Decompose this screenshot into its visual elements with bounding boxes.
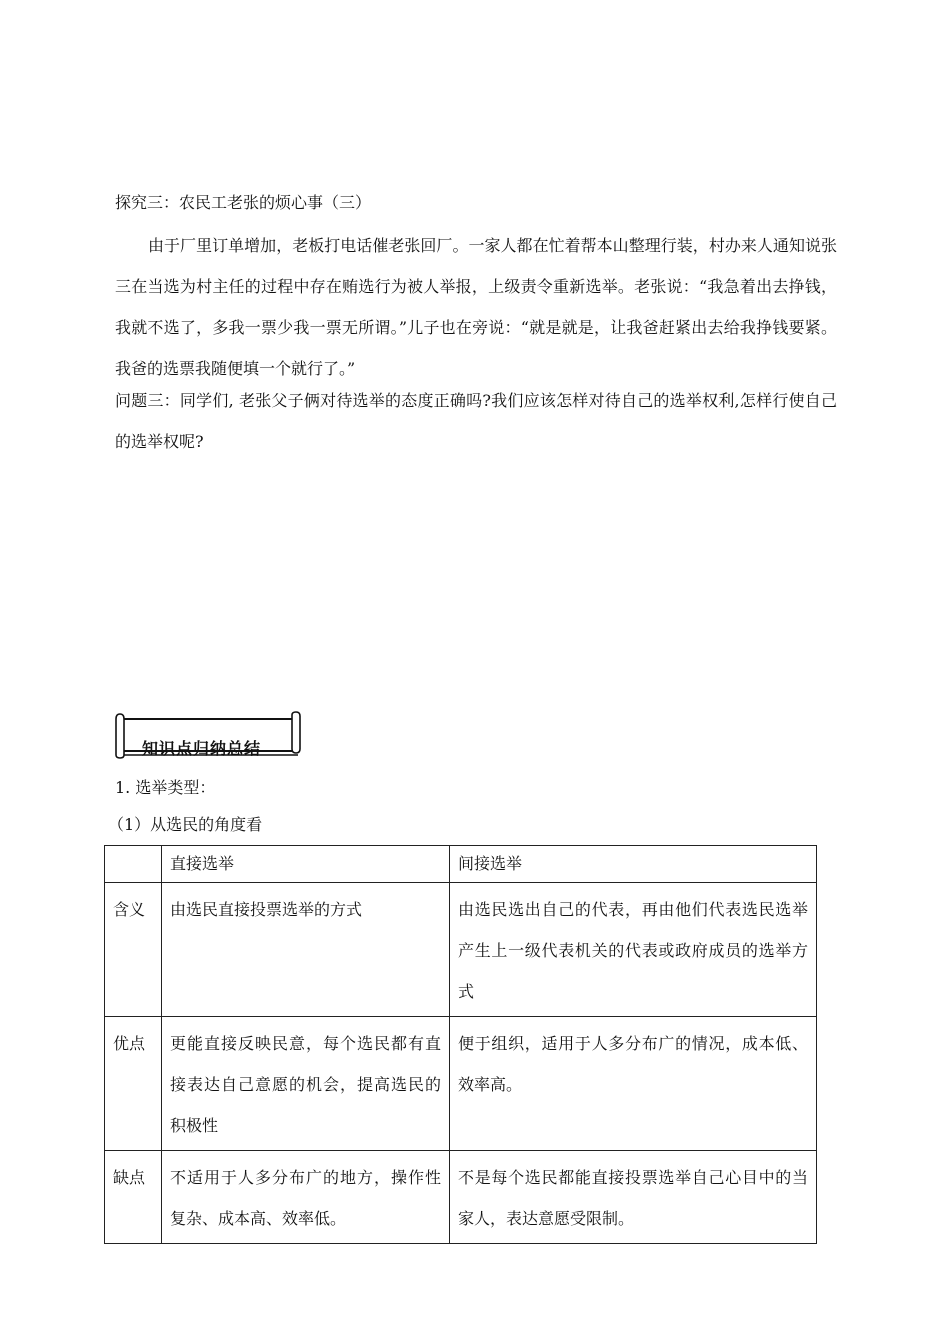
- summary-banner: [112, 711, 302, 759]
- row-label-advantages: 优点: [105, 1017, 162, 1151]
- table-cell: 由选民直接投票选举的方式: [162, 883, 450, 1017]
- election-comparison-table: [104, 845, 817, 1244]
- table-row: [105, 1017, 817, 1151]
- table-cell: 便于组织，适用于人多分布广的情况，成本低、效率高。: [450, 1017, 817, 1151]
- table-cell: 更能直接反映民意，每个选民都有直接表达自己意愿的机会，提高选民的积极性: [162, 1017, 450, 1151]
- table-header-cell: [105, 846, 162, 883]
- row-label-disadvantages: 缺点: [105, 1151, 162, 1244]
- table-cell: 不适用于人多分布广的地方，操作性复杂、成本高、效率低。: [162, 1151, 450, 1244]
- section-heading: 探究三：农民工老张的烦心事（三）: [115, 193, 372, 212]
- summary-title: 知识点归纳总结: [142, 739, 262, 758]
- question-paragraph: 问题三：同学们, 老张父子俩对待选举的态度正确吗?我们应该怎样对待自己的选举权利,怎样行使自己的选举权呢?: [115, 391, 837, 451]
- table-header-row: [105, 846, 817, 883]
- table-row: [105, 883, 817, 1017]
- list-item-election-types: 1. 选举类型：: [115, 778, 216, 797]
- table-row: [105, 1151, 817, 1244]
- table-header-direct: 直接选举: [162, 846, 450, 883]
- story-paragraph: 由于厂里订单增加，老板打电话催老张回厂。一家人都在忙着帮本山整理行装，村办来人通知说张三在当选为村主任的过程中存在贿选行为被人举报，上级责令重新选举。老张说：“我急着出去挣钱，我就不选了，多我一票少我一票无所谓。”儿子也在旁说：“就是就是，让我爸赶紧出去给我挣钱要紧。我爸的选票我随便填一个就行了。”: [115, 236, 837, 378]
- row-label-meaning: 含义: [105, 883, 162, 1017]
- table-header-indirect: 间接选举: [450, 846, 817, 883]
- sub-item-voter-perspective: （1）从选民的角度看: [108, 815, 263, 834]
- table-cell: 不是每个选民都能直接投票选举自己心目中的当家人，表达意愿受限制。: [450, 1151, 817, 1244]
- table-cell: 由选民选出自己的代表，再由他们代表选民选举产生上一级代表机关的代表或政府成员的选举方式: [450, 883, 817, 1017]
